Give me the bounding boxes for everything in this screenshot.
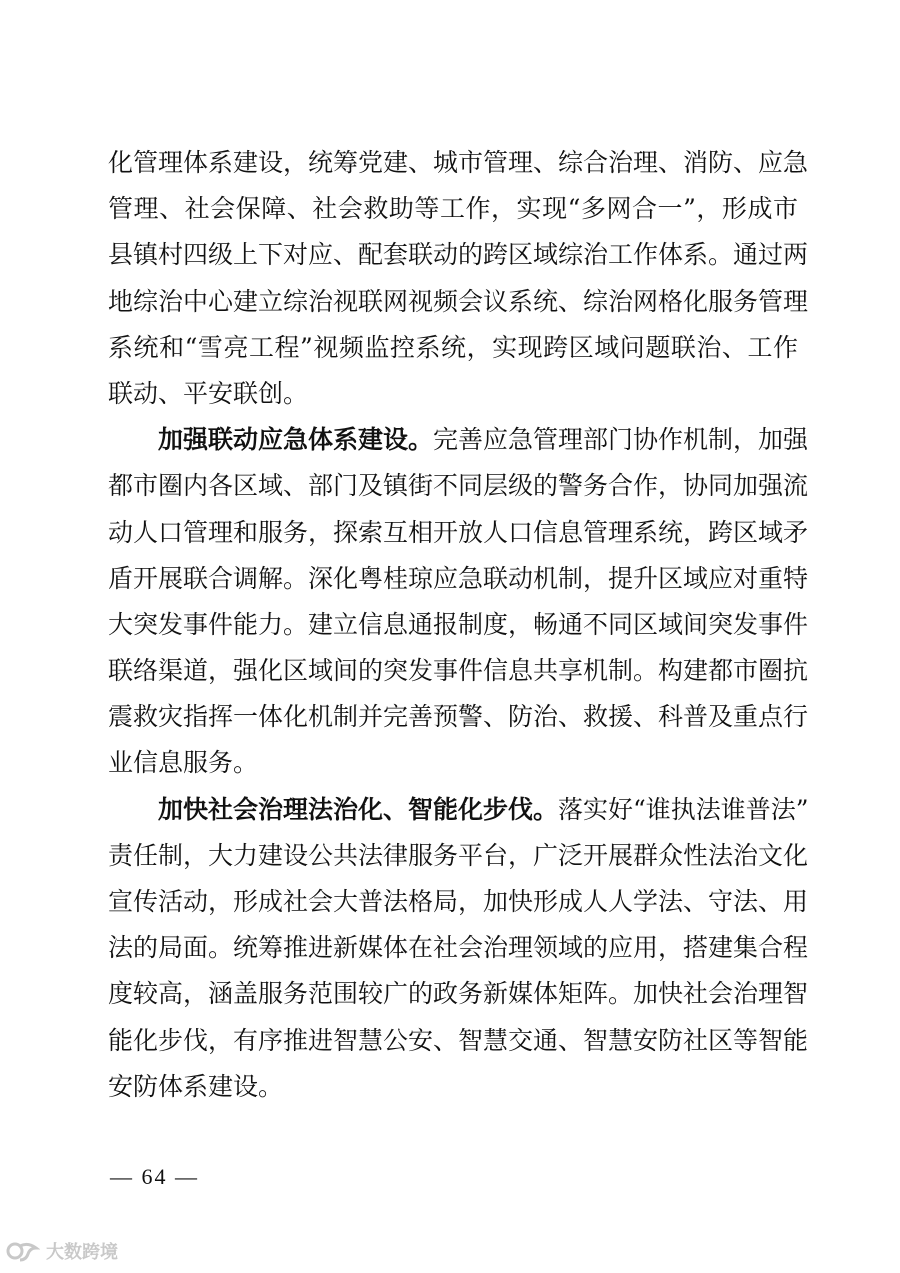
watermark bbox=[6, 1238, 118, 1264]
logo-icon bbox=[6, 1240, 40, 1262]
text-line: 都市圈内各区域、部门及镇街不同层级的警务合作，协同加强流 bbox=[108, 471, 809, 501]
paragraph-1 bbox=[108, 140, 809, 417]
text-span: 落实好“谁执法谁普法” bbox=[558, 794, 809, 824]
text-line: 业信息服务。 bbox=[108, 748, 259, 778]
text-line: 盾开展联合调解。深化粤桂琼应急联动机制，提升区域应对重特 bbox=[108, 563, 809, 593]
paragraph-3 bbox=[108, 787, 809, 1110]
text-line: 法的局面。统筹推进新媒体在社会治理领域的应用，搭建集合程 bbox=[108, 933, 809, 963]
paragraph-heading: 加强联动应急体系建设。 bbox=[158, 425, 434, 455]
text-span: 完善应急管理部门协作机制，加强 bbox=[433, 425, 809, 455]
text-line: 震救灾指挥一体化机制并完善预警、防治、救援、科普及重点行 bbox=[108, 702, 809, 732]
text-line: 大突发事件能力。建立信息通报制度，畅通不同区域间突发事件 bbox=[108, 609, 809, 639]
text-line: 度较高，涵盖服务范围较广的政务新媒体矩阵。加快社会治理智 bbox=[108, 979, 809, 1009]
text-line: 联动、平安联创。 bbox=[108, 378, 309, 408]
text-line: 联络渠道，强化区域间的突发事件信息共享机制。构建都市圈抗 bbox=[108, 656, 809, 686]
page-number: — 64 — bbox=[110, 1164, 199, 1189]
text-line: 地综治中心建立综治视联网视频会议系统、综治网格化服务管理 bbox=[108, 286, 809, 316]
watermark-text: 大数跨境 bbox=[46, 1242, 118, 1263]
text-line: 责任制，大力建设公共法律服务平台，广泛开展群众性法治文化 bbox=[108, 840, 809, 870]
text-line: 化管理体系建设，统筹党建、城市管理、综合治理、消防、应急 bbox=[108, 148, 809, 177]
text-line bbox=[108, 417, 809, 463]
text-line: 系统和“雪亮工程”视频监控系统，实现跨区域问题联治、工作 bbox=[108, 332, 798, 362]
text-line: 县镇村四级上下对应、配套联动的跨区域综治工作体系。通过两 bbox=[108, 240, 809, 270]
text-line: 能化步伐，有序推进智慧公安、智慧交通、智慧安防社区等智能 bbox=[108, 1025, 809, 1055]
text-line bbox=[108, 787, 809, 833]
text-line: 安防体系建设。 bbox=[108, 1071, 284, 1101]
body-text bbox=[108, 140, 809, 1110]
text-line: 动人口管理和服务，探索互相开放人口信息管理系统，跨区域矛 bbox=[108, 517, 809, 547]
paragraph-heading: 加快社会治理法治化、智能化步伐。 bbox=[158, 794, 559, 824]
text-line: 管理、社会保障、社会救助等工作，实现“多网合一”，形成市 bbox=[108, 194, 798, 224]
text-line: 宣传活动，形成社会大普法格局，加快形成人人学法、守法、用 bbox=[108, 887, 809, 916]
paragraph-2 bbox=[108, 417, 809, 787]
